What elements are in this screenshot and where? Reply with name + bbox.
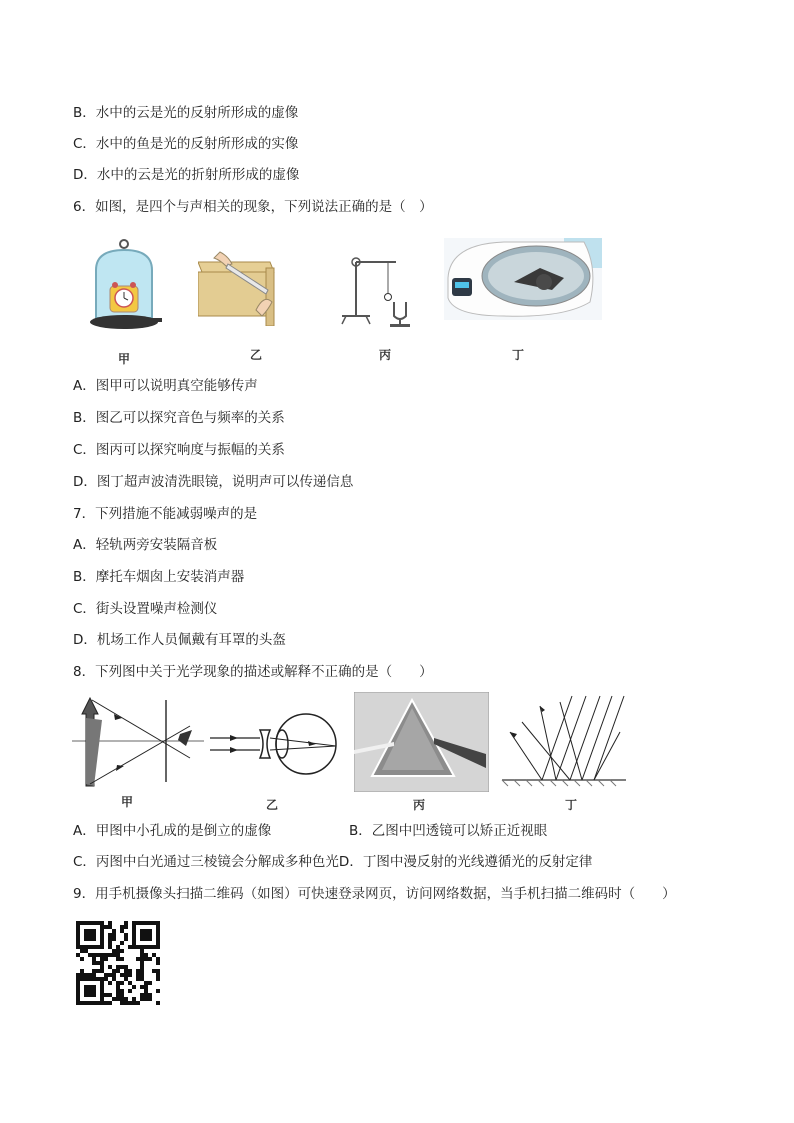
q8-option-a: A．甲图中小孔成的是倒立的虚像 bbox=[73, 823, 272, 839]
bell-jar-figure bbox=[86, 238, 166, 336]
q8-caption-ding: 丁 bbox=[565, 798, 578, 812]
eye-lens-figure bbox=[208, 708, 340, 780]
q8-option-b: B．乙图中凹透镜可以矫正近视眼 bbox=[349, 823, 548, 839]
q5-option-c: C．水中的鱼是光的反射所形成的实像 bbox=[73, 136, 299, 152]
q5-option-d: D．水中的云是光的折射所形成的虚像 bbox=[73, 167, 300, 183]
q5-option-b: B．水中的云是光的反射所形成的虚像 bbox=[73, 105, 299, 121]
pinhole-figure bbox=[72, 696, 204, 796]
q6-caption-ding: 丁 bbox=[512, 348, 525, 362]
q9-stem: 9．用手机摄像头扫描二维码（如图）可快速登录网页，访问网络数据，当手机扫描二维码时（ ） bbox=[73, 886, 676, 902]
ultrasonic-cleaner-figure bbox=[444, 238, 602, 320]
prism-figure bbox=[354, 692, 489, 792]
q8-stem: 8．下列图中关于光学现象的描述或解释不正确的是（ ） bbox=[73, 664, 433, 680]
ruler-table-figure bbox=[198, 250, 278, 326]
q8-caption-jia: 甲 bbox=[121, 795, 134, 809]
diffuse-reflection-figure bbox=[500, 692, 628, 792]
q7-option-b: B．摩托车烟囱上安装消声器 bbox=[73, 569, 245, 585]
tuning-fork-figure bbox=[338, 254, 410, 328]
q7-option-a: A．轻轨两旁安装隔音板 bbox=[73, 537, 218, 553]
q8-caption-bing: 丙 bbox=[413, 798, 426, 812]
q6-option-d: D．图丁超声波清洗眼镜，说明声可以传递信息 bbox=[73, 474, 354, 490]
q6-caption-bing: 丙 bbox=[379, 348, 392, 362]
q8-option-cd: C．丙图中白光通过三棱镜会分解成多种色光D．丁图中漫反射的光线遵循光的反射定律 bbox=[73, 854, 593, 870]
q6-caption-yi: 乙 bbox=[250, 348, 263, 362]
q6-option-c: C．图丙可以探究响度与振幅的关系 bbox=[73, 442, 285, 458]
q6-option-b: B．图乙可以探究音色与频率的关系 bbox=[73, 410, 285, 426]
q7-stem: 7．下列措施不能减弱噪声的是 bbox=[73, 506, 258, 522]
q7-option-c: C．街头设置噪声检测仪 bbox=[73, 601, 218, 617]
q6-option-a: A．图甲可以说明真空能够传声 bbox=[73, 378, 258, 394]
q7-option-d: D．机场工作人员佩戴有耳罩的头盔 bbox=[73, 632, 286, 648]
q8-caption-yi: 乙 bbox=[266, 798, 279, 812]
q6-stem: 6．如图，是四个与声相关的现象，下列说法正确的是（ ） bbox=[73, 199, 433, 215]
q6-caption-jia: 甲 bbox=[118, 352, 131, 366]
qr-code-image bbox=[75, 921, 161, 1005]
